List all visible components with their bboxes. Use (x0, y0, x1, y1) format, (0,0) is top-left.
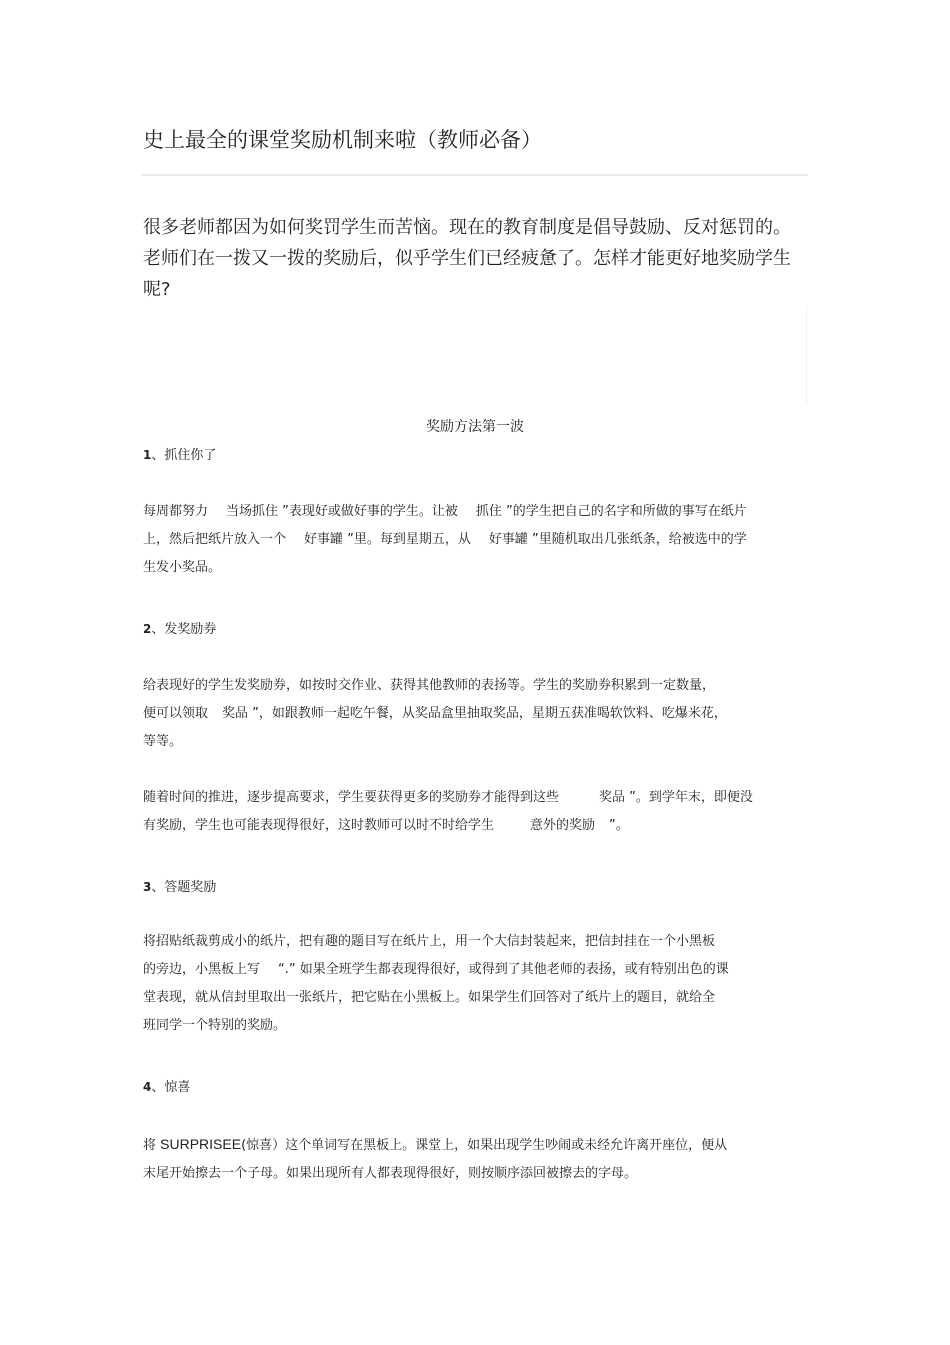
paragraph-line (143, 728, 803, 756)
paragraph-line (143, 554, 803, 582)
item-number: 1 (143, 448, 152, 462)
text-run: 堂表现，就从信封里取出一张纸片，把它贴在小黑板上。如果学生们回答对了纸片上的题目，就给全 (143, 990, 716, 1005)
item-separator: 、 (151, 880, 165, 895)
text-run: 上，然后把纸片放入一个 (143, 532, 287, 547)
page-title: 史上最全的课堂奖励机制来啦（教师必备） (143, 128, 542, 152)
item-3-paragraph (143, 928, 803, 1040)
text-run: 随着时间的推进，逐步提高要求，学生要获得更多的奖励券才能得到这些 (143, 790, 560, 805)
item-title: 发奖励券 (164, 622, 217, 637)
paragraph-line (143, 498, 803, 526)
paragraph-line (143, 784, 803, 812)
text-run: 奖品 ”，如跟教师一起吃午餐，从奖品盒里抽取奖品，星期五获准喝软饮料、吃爆米花， (222, 706, 727, 721)
text-run: 便可以领取 (143, 706, 209, 721)
title-divider (141, 174, 808, 176)
decorative-edge-line (806, 305, 807, 405)
item-number: 2 (143, 622, 152, 636)
item-2-paragraph-1 (143, 672, 803, 756)
text-run: 奖品 ”。到学年末，即便没 (599, 790, 753, 805)
paragraph-line (143, 928, 803, 956)
item-number: 4 (143, 1080, 152, 1094)
text-run: 抓住 ”的学生把自己的名字和所做的事写在纸片 (475, 504, 747, 519)
item-1-paragraph (143, 498, 803, 582)
item-2-paragraph-2 (143, 784, 803, 840)
text-run: 好事罐 ”里。每到星期五，从 (304, 532, 471, 547)
text-run: 生发小奖品。 (143, 560, 222, 575)
text-run: 班同学一个特别的奖励。 (143, 1018, 287, 1033)
paragraph-line (143, 1012, 803, 1040)
paragraph-line (143, 672, 803, 700)
item-title: 惊喜 (164, 1080, 191, 1095)
item-number: 3 (143, 880, 152, 894)
section-heading: 奖励方法第一波 (426, 419, 524, 435)
text-run: 每周都努力 (143, 504, 209, 519)
paragraph-line (143, 526, 803, 554)
item-separator: 、 (151, 622, 165, 637)
item-4-heading (143, 1076, 190, 1099)
text-run: 当场抓住 ”表现好或做好事的学生。让被 (226, 504, 458, 519)
text-run: ”。 (609, 818, 629, 833)
paragraph-line (143, 1160, 803, 1188)
item-4-paragraph (143, 1130, 803, 1188)
item-separator: 、 (151, 1080, 165, 1095)
text-run: 等等。 (143, 734, 183, 749)
intro-paragraph: 很多老师都因为如何奖罚学生而苦恼。现在的教育制度是倡导鼓励、反对惩罚的。老师们在一拨又一拨的奖励后，似乎学生们已经疲惫了。怎样才能更好地奖励学生呢? (143, 217, 791, 300)
text-run: 好事罐 ”里随机取出几张纸条，给被选中的学 (488, 532, 747, 547)
text-run: 末尾开始擦去一个子母。如果出现所有人都表现得很好，则按顺序添回被擦去的字母。 (143, 1166, 638, 1181)
paragraph-line (143, 700, 803, 728)
paragraph-line (143, 984, 803, 1012)
item-title: 抓住你了 (164, 448, 217, 463)
item-1-heading (143, 444, 216, 467)
text-run: “.” 如果全班学生都表现得很好，或得到了其他老师的表扬，或有特别出色的课 (278, 962, 729, 977)
text-run: 将招贴纸裁剪成小的纸片，把有趣的题目写在纸片上，用一个大信封装起来，把信封挂在一个小黑板 (143, 934, 716, 949)
item-2-heading (143, 618, 216, 641)
paragraph-line (143, 956, 803, 984)
text-run: 将 (143, 1138, 157, 1153)
surprise-word: SURPRISEE (160, 1136, 242, 1152)
text-run: (惊喜）这个单词写在黑板上。课堂上，如果出现学生吵闹或未经允许离开座位，便从 (241, 1138, 728, 1153)
paragraph-line (143, 812, 803, 840)
item-title: 答题奖励 (164, 880, 217, 895)
text-run: 的旁边，小黑板上写 (143, 962, 261, 977)
item-3-heading (143, 876, 216, 899)
text-run: 给表现好的学生发奖励券，如按时交作业、获得其他教师的表扬等。学生的奖励券积累到一定数量， (143, 678, 716, 693)
text-run: 有奖励，学生也可能表现得很好，这时教师可以时不时给学生 (143, 818, 495, 833)
item-separator: 、 (151, 448, 165, 463)
paragraph-line (143, 1130, 803, 1160)
text-run: 意外的奖励 (530, 818, 596, 833)
